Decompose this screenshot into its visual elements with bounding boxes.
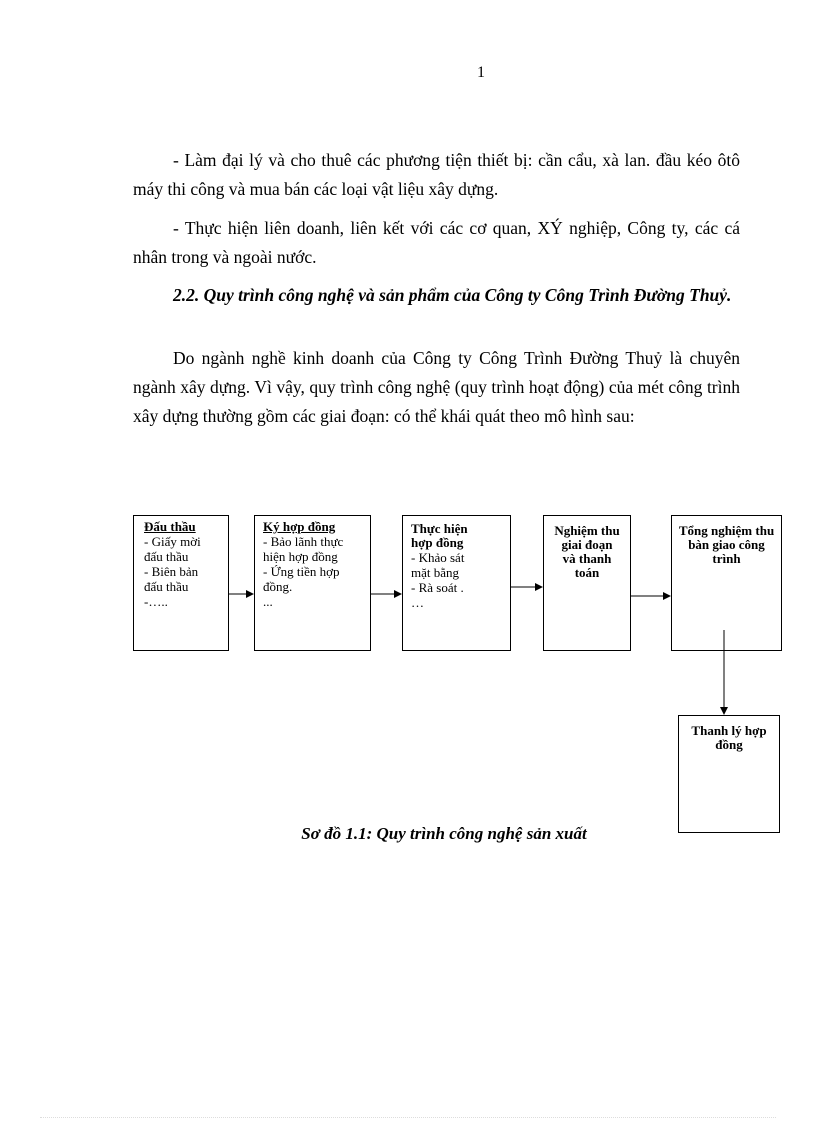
box-handover-title: Tổng nghiệm thu bàn giao công trình [678, 523, 775, 566]
box-execution-line: … [411, 595, 424, 610]
box-bidding-line: đấu thầu [144, 549, 189, 564]
box-bidding-line: - Biên bản [144, 564, 199, 579]
box-contract-line: - Bảo lãnh thực [263, 534, 344, 549]
box-bidding-line: - Giấy mời [144, 534, 201, 549]
box-execution-line: - Khảo sát [411, 550, 465, 565]
box-contract-line: ... [263, 594, 273, 609]
box-execution-line: mặt bằng [411, 565, 460, 580]
box-contract-line: - Ứng tiền hợp [263, 564, 340, 579]
diagram-caption: Sơ đồ 1.1: Quy trình công nghệ sản xuất [301, 824, 587, 843]
page-number: 1 [477, 64, 485, 81]
box-contract-line: hiện hợp đồng [263, 549, 338, 564]
paragraph-joint-venture: - Thực hiện liên doanh, liên kết với các cơ quan, XÝ nghiệp, Công ty, các cá nhân trong và ngoài nước. [133, 218, 740, 267]
box-contract-title: Ký hợp đồng [263, 519, 336, 534]
paragraph-services: - Làm đại lý và cho thuê các phương tiện thiết bị: cần cẩu, xà lan. đầu kéo ôtô máy thi công và mua bán các loại vật liệu xây dựng. [133, 150, 740, 199]
box-bidding-line: đấu thầu [144, 579, 189, 594]
box-bidding-line: -….. [144, 594, 168, 609]
box-contract-line: đồng. [263, 579, 293, 594]
box-liquidation-title: Thanh lý hợp đồng [691, 723, 767, 752]
section-heading: 2.2. Quy trình công nghệ và sản phẩm của Công ty Công Trình Đường Thuỷ. [173, 285, 732, 305]
paragraph-intro: Do ngành nghề kinh doanh của Công ty Công Trình Đường Thuỷ là chuyên ngành xây dựng. Vì vậy, quy trình công nghệ (quy trình hoạt động) của mét công trình xây dựng thường gồm các giai đoạn: có thể khái quát theo mô hình sau: [133, 348, 740, 426]
box-acceptance-title: Nghiệm thu giai đoạn và thanh toán [554, 523, 620, 580]
box-bidding-title: Đấu thầu [144, 519, 196, 534]
page-bottom-rule [40, 1117, 776, 1118]
box-execution-line: - Rà soát . [411, 580, 464, 595]
box-execution-title: Thực hiện hợp đồng [411, 521, 468, 550]
